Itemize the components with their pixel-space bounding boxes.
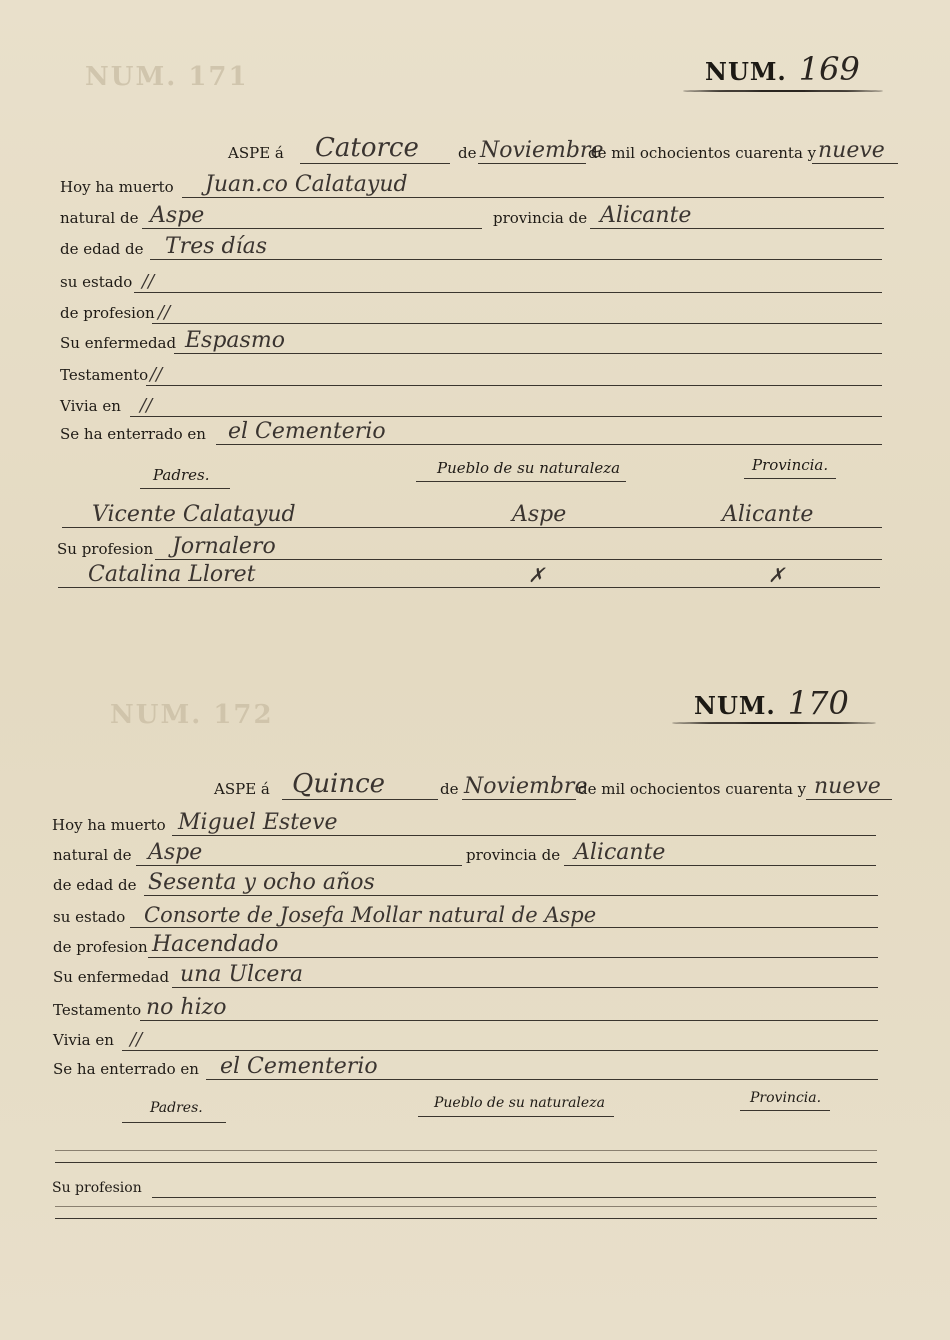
de-label: de — [440, 780, 459, 798]
deceased-row — [0, 170, 950, 200]
parent-profession-label: Su profesion — [57, 540, 154, 558]
will-rule — [140, 1020, 878, 1021]
origin-row — [0, 838, 950, 868]
deceased-row — [0, 808, 950, 838]
mother-name: Catalina Lloret — [88, 562, 256, 587]
profession-value: Hacendado — [152, 932, 279, 957]
date-line — [0, 133, 950, 166]
number-underline — [683, 90, 883, 92]
civil-status-row — [0, 265, 950, 295]
age-row — [0, 868, 950, 898]
age-value: Sesenta y ocho años — [148, 870, 375, 895]
month-value: Noviembre — [480, 138, 604, 163]
age-label: de edad de — [53, 876, 137, 894]
year-text: de mil ochocientos cuarenta y — [588, 144, 817, 162]
profession-label: de profesion — [60, 304, 155, 322]
residence-label: Vivia en — [53, 1031, 114, 1049]
parent-profession-row — [0, 532, 950, 562]
mother-rule — [55, 1218, 877, 1219]
hometown-header: Pueblo de su naturaleza — [434, 1095, 605, 1111]
record-number-label: NUM. — [705, 57, 787, 86]
month-rule — [462, 799, 576, 800]
record-number-label: NUM. — [694, 691, 776, 720]
provincia-rule — [590, 228, 884, 229]
origin-row — [0, 201, 950, 231]
mother-row — [0, 560, 950, 590]
burial-label: Se ha enterrado en — [60, 425, 206, 443]
illness-rule — [174, 353, 882, 354]
age-rule — [150, 259, 882, 260]
burial-label: Se ha enterrado en — [53, 1060, 199, 1078]
father-rule — [62, 527, 882, 528]
residence-row — [0, 1023, 950, 1053]
will-label: Testamento — [60, 366, 149, 384]
father-province: Alicante — [722, 502, 814, 527]
natural-label: natural de — [60, 209, 139, 227]
record-number-value: 169 — [798, 50, 860, 88]
parents-header-rule — [140, 488, 230, 489]
day-value: Quince — [292, 769, 386, 799]
provincia-rule — [564, 865, 876, 866]
residence-label: Vivia en — [60, 397, 121, 415]
illness-label: Su enfermedad — [60, 334, 177, 352]
month-value: Noviembre — [464, 774, 588, 799]
burial-row — [0, 1052, 950, 1082]
civil-status-rule — [134, 292, 882, 293]
province-header-rule — [740, 1110, 830, 1111]
residence-row — [0, 389, 950, 419]
civil-status-label: su estado — [53, 908, 126, 926]
provincia-value: Alicante — [600, 203, 692, 228]
year-rule — [806, 799, 892, 800]
year-rule — [812, 163, 898, 164]
date-line — [0, 769, 950, 802]
province-header: Provincia. — [752, 456, 829, 474]
civil-status-label: su estado — [60, 273, 133, 291]
natural-label: natural de — [53, 846, 132, 864]
province-header: Provincia. — [750, 1090, 822, 1106]
residence-rule — [122, 1050, 878, 1051]
profession-row — [0, 296, 950, 326]
natural-rule — [142, 228, 482, 229]
parents-header-rule — [122, 1122, 226, 1123]
parents-header: Padres. — [150, 1100, 203, 1116]
parents-header: Padres. — [153, 466, 210, 484]
mother-rule-upper — [55, 1206, 877, 1207]
civil-status-rule — [130, 927, 878, 928]
age-row — [0, 232, 950, 262]
profession-row — [0, 930, 950, 960]
number-underline — [672, 722, 876, 724]
record-number — [705, 50, 860, 88]
father-rule — [55, 1162, 877, 1163]
hometown-header: Pueblo de su naturaleza — [437, 459, 621, 477]
civil-status-value: Consorte de Josefa Mollar natural de Aspe — [144, 903, 597, 927]
year-end-value: nueve — [814, 774, 881, 799]
illness-rule — [172, 987, 878, 988]
age-label: de edad de — [60, 240, 144, 258]
provincia-value: Alicante — [574, 840, 666, 865]
will-row — [0, 993, 950, 1023]
illness-row — [0, 326, 950, 356]
profession-rule — [152, 323, 882, 324]
day-value: Catorce — [315, 133, 419, 163]
will-row — [0, 358, 950, 388]
deceased-label: Hoy ha muerto — [60, 178, 174, 196]
aspe-label: ASPE á — [214, 780, 270, 798]
burial-value: el Cementerio — [220, 1054, 378, 1079]
age-value: Tres días — [165, 234, 268, 259]
will-rule — [146, 385, 882, 386]
residence-value: // — [130, 1029, 143, 1050]
mother-rule — [58, 587, 880, 588]
civil-status-row — [0, 900, 950, 930]
father-hometown: Aspe — [512, 502, 567, 527]
illness-row — [0, 960, 950, 990]
natural-value: Aspe — [148, 840, 203, 865]
civil-status-value: // — [142, 271, 155, 292]
natural-value: Aspe — [150, 203, 205, 228]
provincia-label: provincia de — [493, 209, 588, 227]
profession-label: de profesion — [53, 938, 148, 956]
deceased-label: Hoy ha muerto — [52, 816, 166, 834]
deceased-value: Juan.co Calatayud — [205, 172, 408, 197]
will-value: // — [150, 364, 163, 385]
parent-profession-value: Jornalero — [172, 534, 276, 559]
will-value: no hizo — [146, 995, 227, 1020]
illness-value: Espasmo — [185, 328, 285, 353]
parent-profession-label: Su profesion — [52, 1180, 142, 1196]
parent-profession-rule — [152, 1197, 876, 1198]
father-rule-upper — [55, 1150, 877, 1151]
provincia-label: provincia de — [466, 846, 561, 864]
year-text: de mil ochocientos cuarenta y — [578, 780, 807, 798]
profession-rule — [148, 957, 878, 958]
burial-rule — [216, 444, 882, 445]
burial-row — [0, 417, 950, 447]
record-number — [694, 684, 849, 722]
illness-value: una Ulcera — [180, 962, 303, 987]
de-label: de — [458, 144, 477, 162]
profession-value: // — [158, 302, 171, 323]
burial-rule — [206, 1079, 878, 1080]
age-rule — [144, 895, 878, 896]
record-number-value: 170 — [787, 684, 849, 722]
father-row — [0, 500, 950, 530]
illness-label: Su enfermedad — [53, 968, 170, 986]
father-name: Vicente Calatayud — [92, 502, 296, 527]
deceased-value: Miguel Esteve — [178, 810, 338, 835]
hometown-header-rule — [418, 1116, 614, 1117]
aspe-label: ASPE á — [228, 144, 284, 162]
parent-profession-row — [0, 1170, 950, 1200]
mother-province: ✗ — [768, 563, 785, 587]
burial-value: el Cementerio — [228, 419, 386, 444]
year-end-value: nueve — [818, 138, 885, 163]
province-header-rule — [744, 478, 836, 479]
will-label: Testamento — [53, 1001, 142, 1019]
natural-rule — [136, 865, 462, 866]
deceased-rule — [182, 197, 884, 198]
bleed-through-mark: NUM. 172 — [110, 700, 274, 730]
day-rule — [282, 799, 438, 800]
month-rule — [478, 163, 586, 164]
day-rule — [300, 163, 450, 164]
hometown-header-rule — [416, 481, 626, 482]
mother-hometown: ✗ — [528, 563, 545, 587]
residence-value: // — [140, 395, 153, 416]
deceased-rule — [172, 835, 876, 836]
bleed-through-mark: NUM. 171 — [85, 62, 249, 92]
